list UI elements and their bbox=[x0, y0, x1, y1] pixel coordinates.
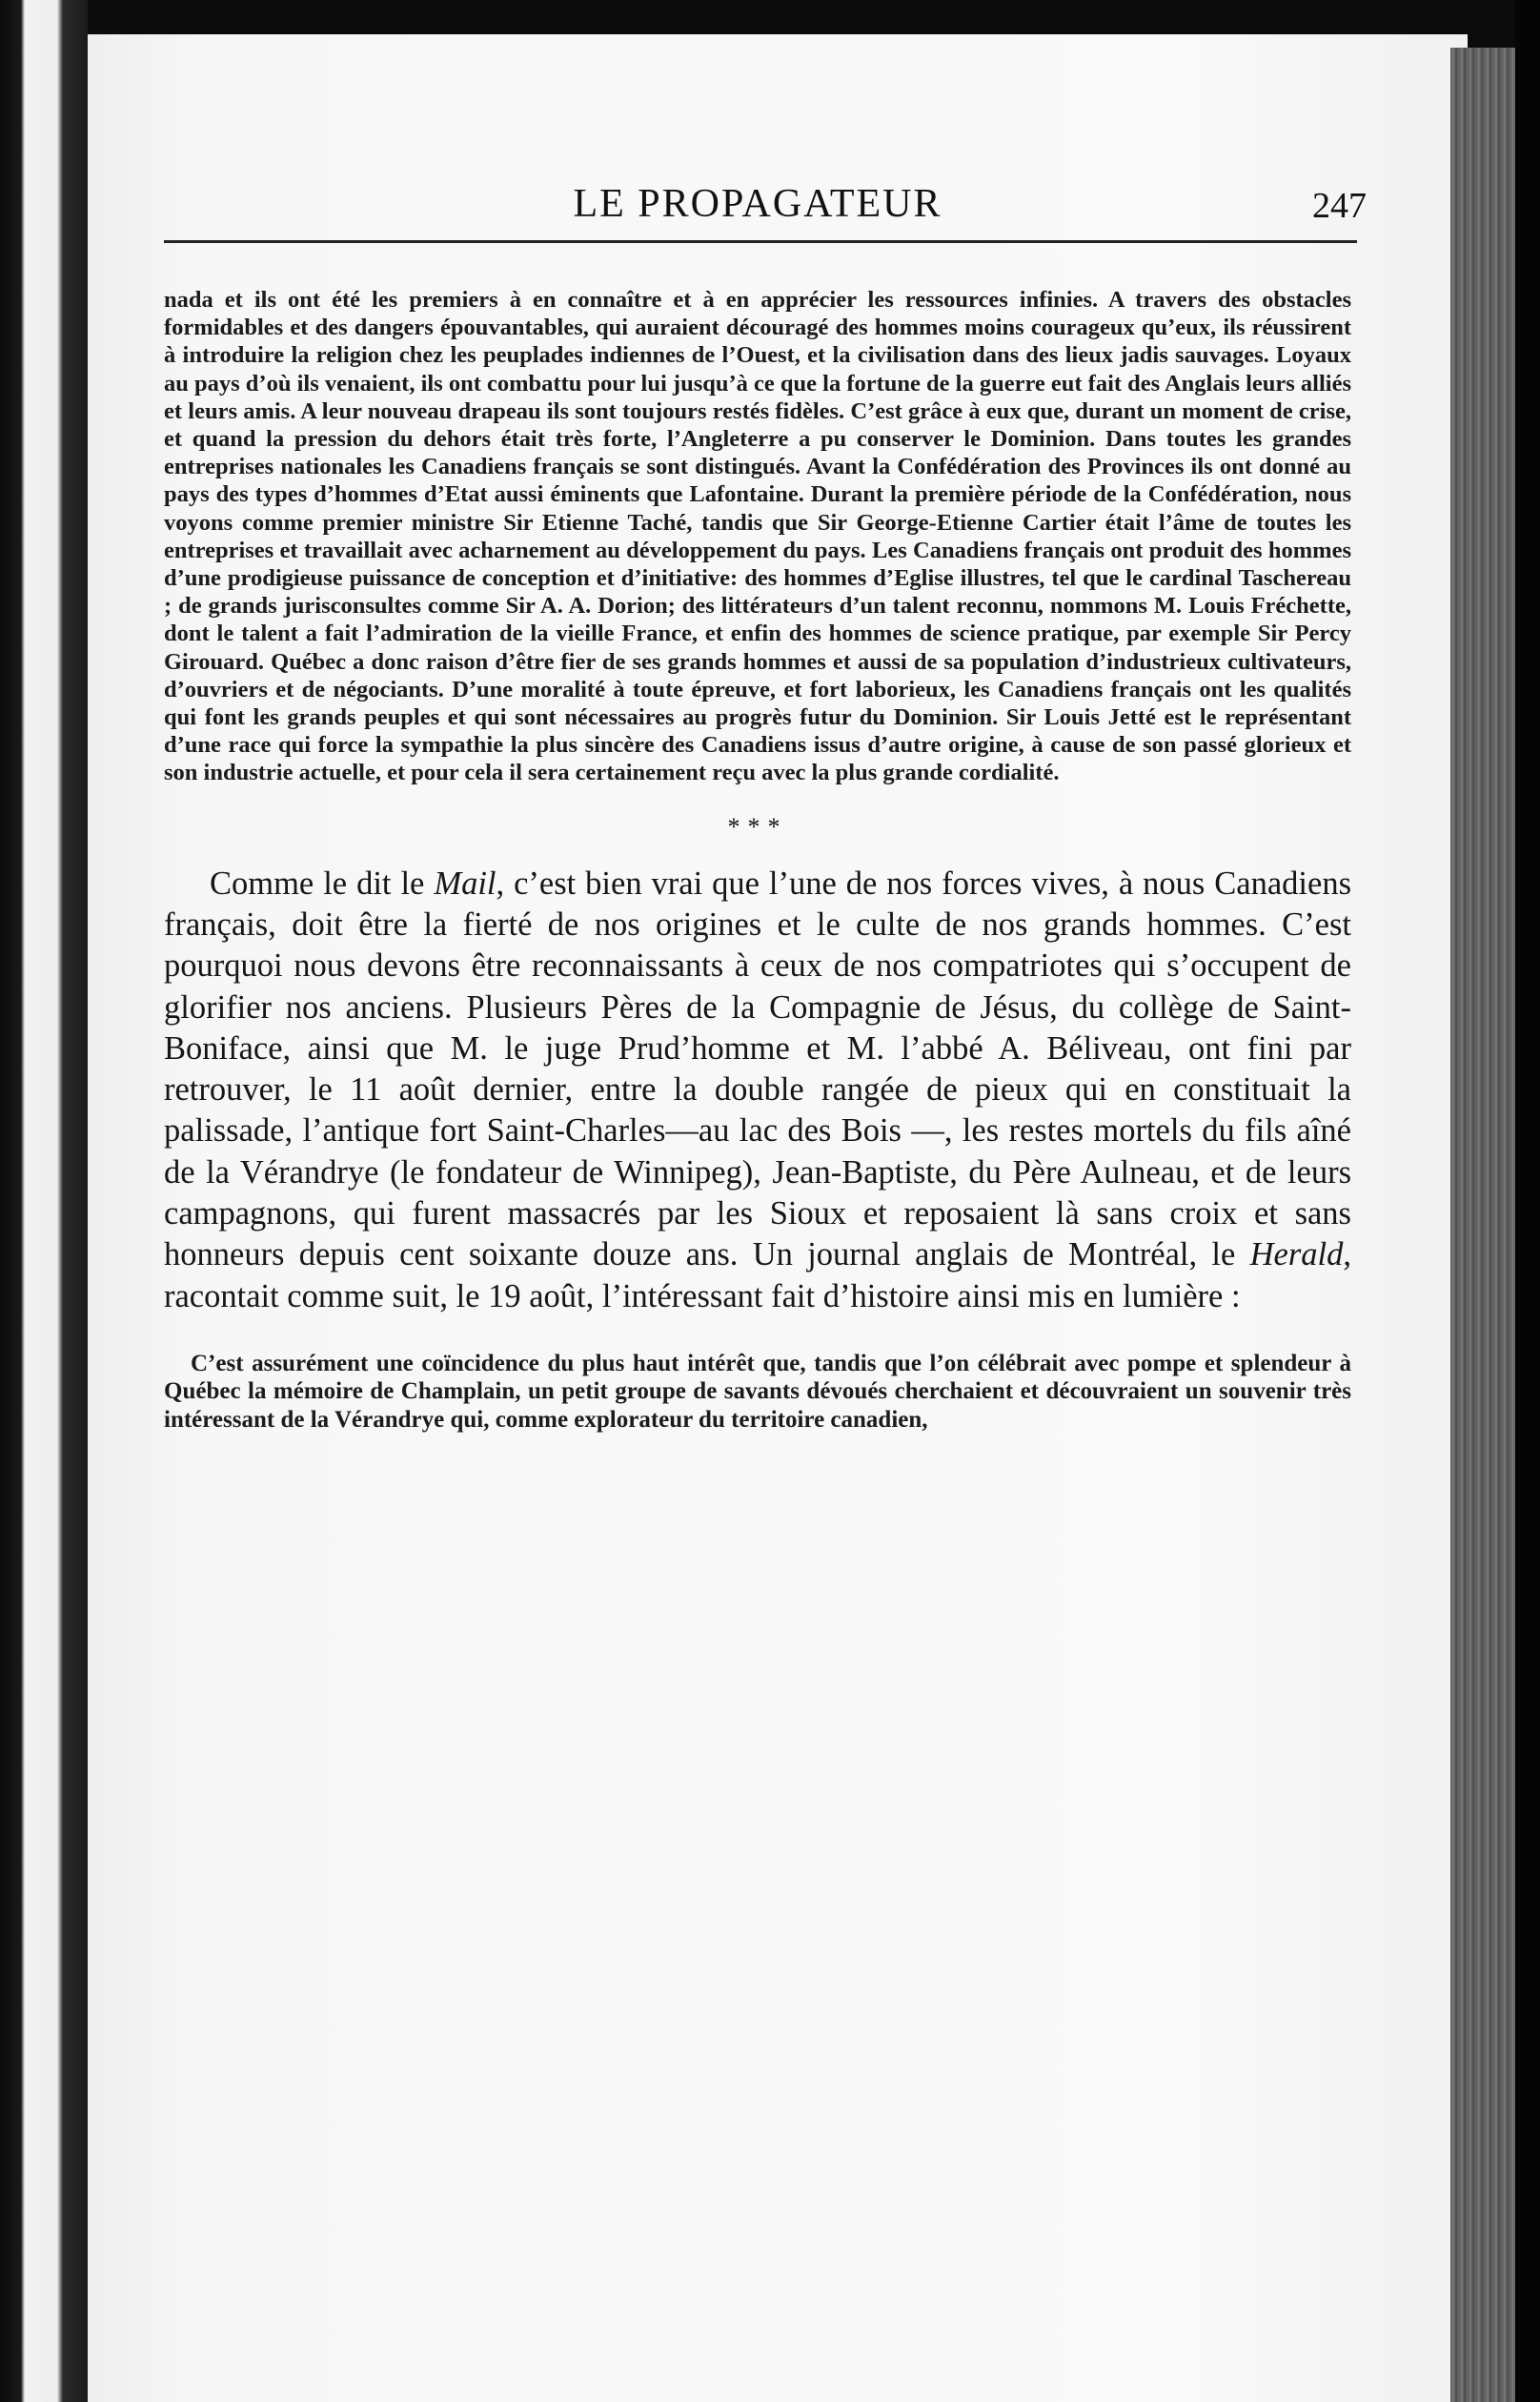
running-title: LE PROPAGATEUR bbox=[573, 182, 942, 226]
book-page bbox=[88, 34, 1468, 2402]
section-separator: *** bbox=[727, 812, 788, 841]
page-content bbox=[164, 177, 1367, 1434]
herald-newspaper-name: Herald bbox=[1249, 1236, 1344, 1273]
header-rule bbox=[164, 240, 1357, 243]
binding-edge bbox=[0, 0, 88, 2402]
paragraph-continued: nada et ils ont été les premiers à en connaître et à en apprécier les ressources infinies. A travers des obstacles formidables et des dangers épouvantables, qui auraient découragé des hommes moins courageux qu’eux, ils réussirent à introduire la religion chez les peuplades indiennes de l’Ouest, et la civilisation dans des lieux jadis sauvages. Loyaux au pays d’où ils venaient, ils ont combattu pour lui jusqu’à ce que la fortune de la guerre eut fait des Anglais leurs alliés et leurs amis. A leur nouveau drapeau ils sont toujours restés fidèles. C’est grâce à eux que, durant un moment de crise, et quand la pression du dehors était très forte, l’Angleterre a pu conserver le Dominion. Dans toutes les grandes entreprises nationales les Canadiens français se sont distingués. Avant la Confédération des Provinces ils ont donné au pays des types d’hommes d’Etat aussi éminents que Lafontaine. Durant la première période de la Confédération, nous voyons comme premier ministre Sir Etienne Taché, tandis que Sir George-Etienne Cartier était l’âme de toutes les entreprises et travaillait avec acharnement au développement du pays. Les Canadiens français ont produit des hommes d’une prodigieuse puissance de conception et d’initiative: des hommes d’Eglise illustres, tel que le cardinal Taschereau ; de grands jurisconsultes comme Sir A. A. Dorion; des littérateurs d’un talent reconnu, nommons M. Louis Fréchette, dont le talent a fait l’admiration de la vieille France, et enfin des hommes de science pratique, par exemple Sir Percy Girouard. Québec a donc raison d’être fier de ses grands hommes et aussi de sa population d’industrieux cultivateurs, d’ouvriers et de négociants. D’une moralité à toute épreuve, et fort laborieux, les Canadiens français ont les qualités qui font les grands peuples et qui sont nécessaires au progrès futur du Dominion. Sir Louis Jetté est le représentant d’une race qui force la sympathie la plus sincère des Canadiens issus d’autre origine, à cause de son passé glorieux et son industrie actuelle, et pour cela il sera certainement reçu avec la plus grande cordialité. bbox=[164, 287, 1351, 786]
quoted-paragraph: C’est assurément une coïncidence du plus haut intérêt que, tandis que l’on célébrait avec pompe et splendeur à Québec la mémoire de Champlain, un petit groupe de savants dévoués cherchaient et découvraient un souvenir très intéressant de la Vérandrye qui, comme explorateur du territoire canadien, bbox=[164, 1350, 1351, 1433]
running-head bbox=[164, 177, 1367, 244]
scan-border bbox=[1515, 0, 1540, 2402]
main-paragraph bbox=[164, 864, 1351, 1317]
page-stack-edge bbox=[1450, 48, 1515, 2402]
main-paragraph-text-2: , c’est bien vrai que l’une de nos forces vives, à nous Canadiens français, doit être la fierté de nos origines et le culte de nos grands hommes. C’est pourquoi nous devons être reconnaissants à ceux de nos compatriotes qui s’occupent de glorifier nos anciens. Plusieurs Pères de la Compagnie de Jésus, du collège de Saint-Boniface, ainsi que M. le juge Prud’homme et M. l’abbé A. Béliveau, ont fini par retrouver, le 11 août dernier, entre la double rangée de pieux qui en constituait la palissade, l’antique fort Saint-Charles—au lac des Bois —, les restes mortels du fils aîné de la Vérandrye (le fondateur de Winnipeg), Jean-Baptiste, du Père Aulneau, et de leurs campagnons, qui furent massacrés par les Sioux et reposaient là sans croix et sans honneurs depuis cent soixante douze ans. Un journal anglais de Montréal, le bbox=[164, 865, 1351, 1273]
mail-newspaper-name: Mail bbox=[434, 865, 496, 902]
main-paragraph-text-1: Comme le dit le bbox=[210, 865, 435, 902]
page-number: 247 bbox=[1312, 186, 1367, 226]
main-paragraph-text-3: , racontait comme suit, le 19 août, l’intéressant fait d’histoire ainsi mis en lumière : bbox=[164, 1236, 1351, 1314]
